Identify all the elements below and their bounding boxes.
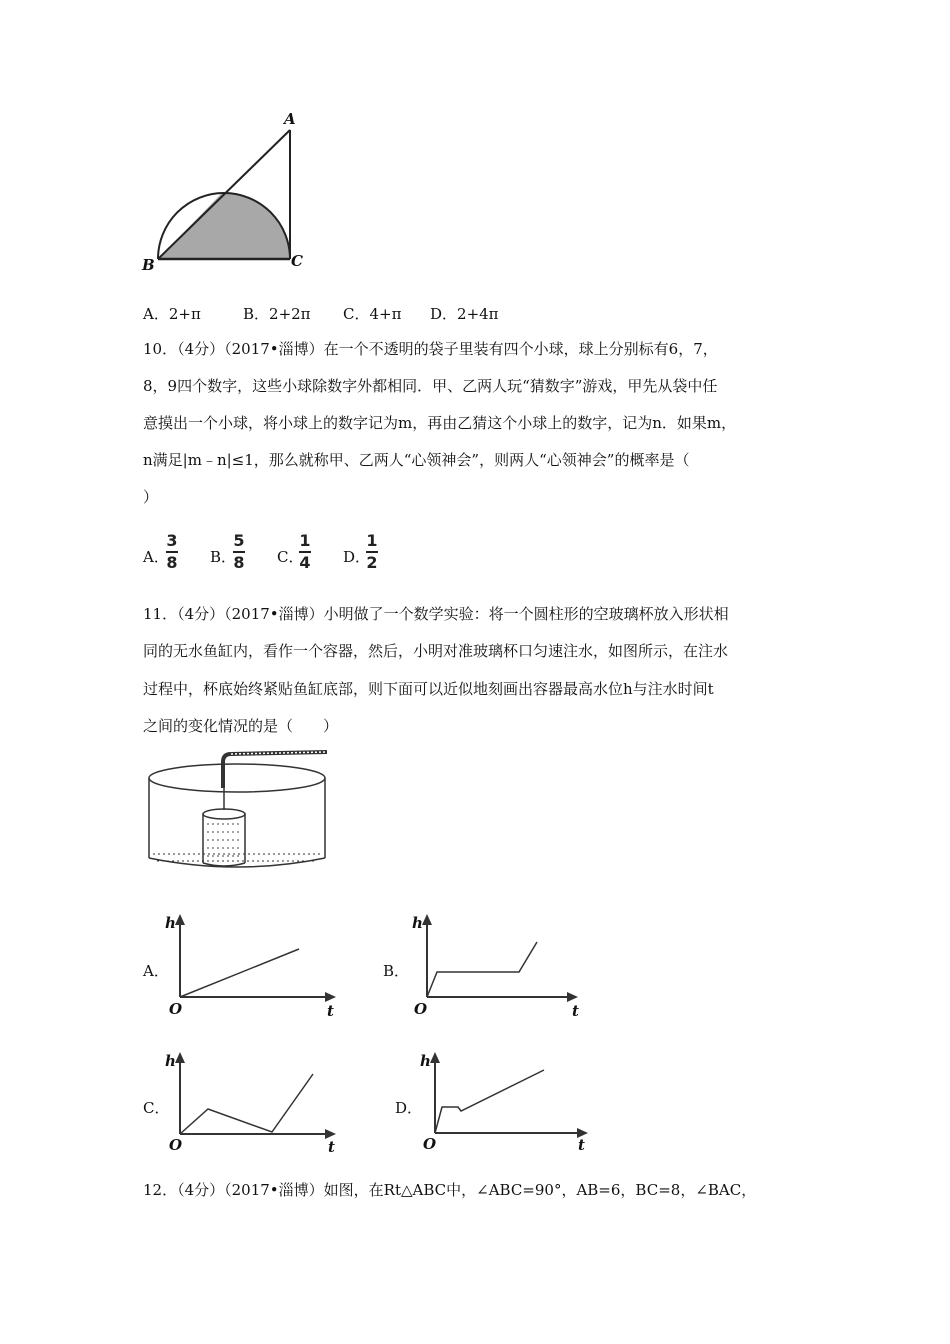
vertex-c-label: C <box>291 252 303 270</box>
h-axis-label: h <box>412 914 423 932</box>
q10-option-a-label: A． <box>143 548 169 566</box>
h-axis-label: h <box>165 914 176 932</box>
denominator: 4 <box>299 553 311 572</box>
t-axis-label: t <box>327 1002 334 1020</box>
q10-option-d-fraction <box>366 532 378 572</box>
graph-c-label: C． <box>143 1099 170 1117</box>
q10-option-c-label: C． <box>277 548 304 566</box>
denominator: 2 <box>366 553 378 572</box>
origin-label: O <box>423 1135 437 1153</box>
q10-line-5: ） <box>143 488 159 506</box>
numerator: 5 <box>233 531 245 550</box>
graph-d <box>420 1050 600 1160</box>
origin-label: O <box>169 1000 183 1018</box>
q9-option-d: D．2+4π <box>430 305 499 323</box>
fish-tank-figure <box>145 748 330 873</box>
t-axis-label: t <box>328 1138 335 1156</box>
t-axis-label: t <box>578 1136 585 1154</box>
h-axis-label: h <box>420 1052 431 1070</box>
graph-a-label: A． <box>143 962 169 980</box>
q12-line-1: 12．（4分）（2017•淄博）如图，在Rt△ABC中，∠ABC=90°，AB=6，BC=8，∠BAC， <box>143 1181 757 1199</box>
h-axis-label: h <box>165 1052 176 1070</box>
numerator: 1 <box>366 531 378 550</box>
q10-line-1: 10．（4分）（2017•淄博）在一个不透明的袋子里装有四个小球，球上分别标有6，7， <box>143 340 718 358</box>
graph-b <box>412 912 592 1022</box>
numerator: 1 <box>299 531 311 550</box>
graph-b-label: B． <box>383 962 410 980</box>
origin-label: O <box>414 1000 428 1018</box>
q10-line-4: n满足|m﹣n|≤1，那么就称甲、乙两人“心领神会”，则两人“心领神会”的概率是（ <box>143 451 690 469</box>
q11-line-3: 过程中，杯底始终紧贴鱼缸底部，则下面可以近似地刻画出容器最高水位h与注水时间t <box>143 680 714 698</box>
q10-option-d-label: D． <box>343 548 371 566</box>
q10-line-2: 8，9四个数字，这些小球除数字外都相同．甲、乙两人玩“猜数字”游戏，甲先从袋中任 <box>143 377 718 395</box>
q11-line-1: 11．（4分）（2017•淄博）小明做了一个数学实验：将一个圆柱形的空玻璃杯放入形状相 <box>143 605 729 623</box>
vertex-a-label: A <box>284 110 296 128</box>
q11-line-4: 之间的变化情况的是（ ） <box>143 717 339 735</box>
vertex-b-label: B <box>142 256 155 274</box>
q10-option-a-fraction <box>166 532 178 572</box>
q10-option-b-fraction <box>233 532 245 572</box>
q10-option-c-fraction <box>299 532 311 572</box>
graph-c <box>165 1050 345 1160</box>
q9-triangle-figure <box>140 110 310 275</box>
graph-a <box>165 912 345 1022</box>
q9-option-c: C．4+π <box>343 305 402 323</box>
q9-option-b: B．2+2π <box>243 305 311 323</box>
t-axis-label: t <box>572 1002 579 1020</box>
graph-d-label: D． <box>395 1099 423 1117</box>
denominator: 8 <box>233 553 245 572</box>
q9-option-a: A．2+π <box>143 305 201 323</box>
q10-line-3: 意摸出一个小球，将小球上的数字记为m，再由乙猜这个小球上的数字，记为n．如果m， <box>143 414 737 432</box>
numerator: 3 <box>166 531 178 550</box>
origin-label: O <box>169 1136 183 1154</box>
denominator: 8 <box>166 553 178 572</box>
q11-line-2: 同的无水鱼缸内，看作一个容器，然后，小明对准玻璃杯口匀速注水，如图所示，在注水 <box>143 642 729 660</box>
q10-option-b-label: B． <box>210 548 237 566</box>
